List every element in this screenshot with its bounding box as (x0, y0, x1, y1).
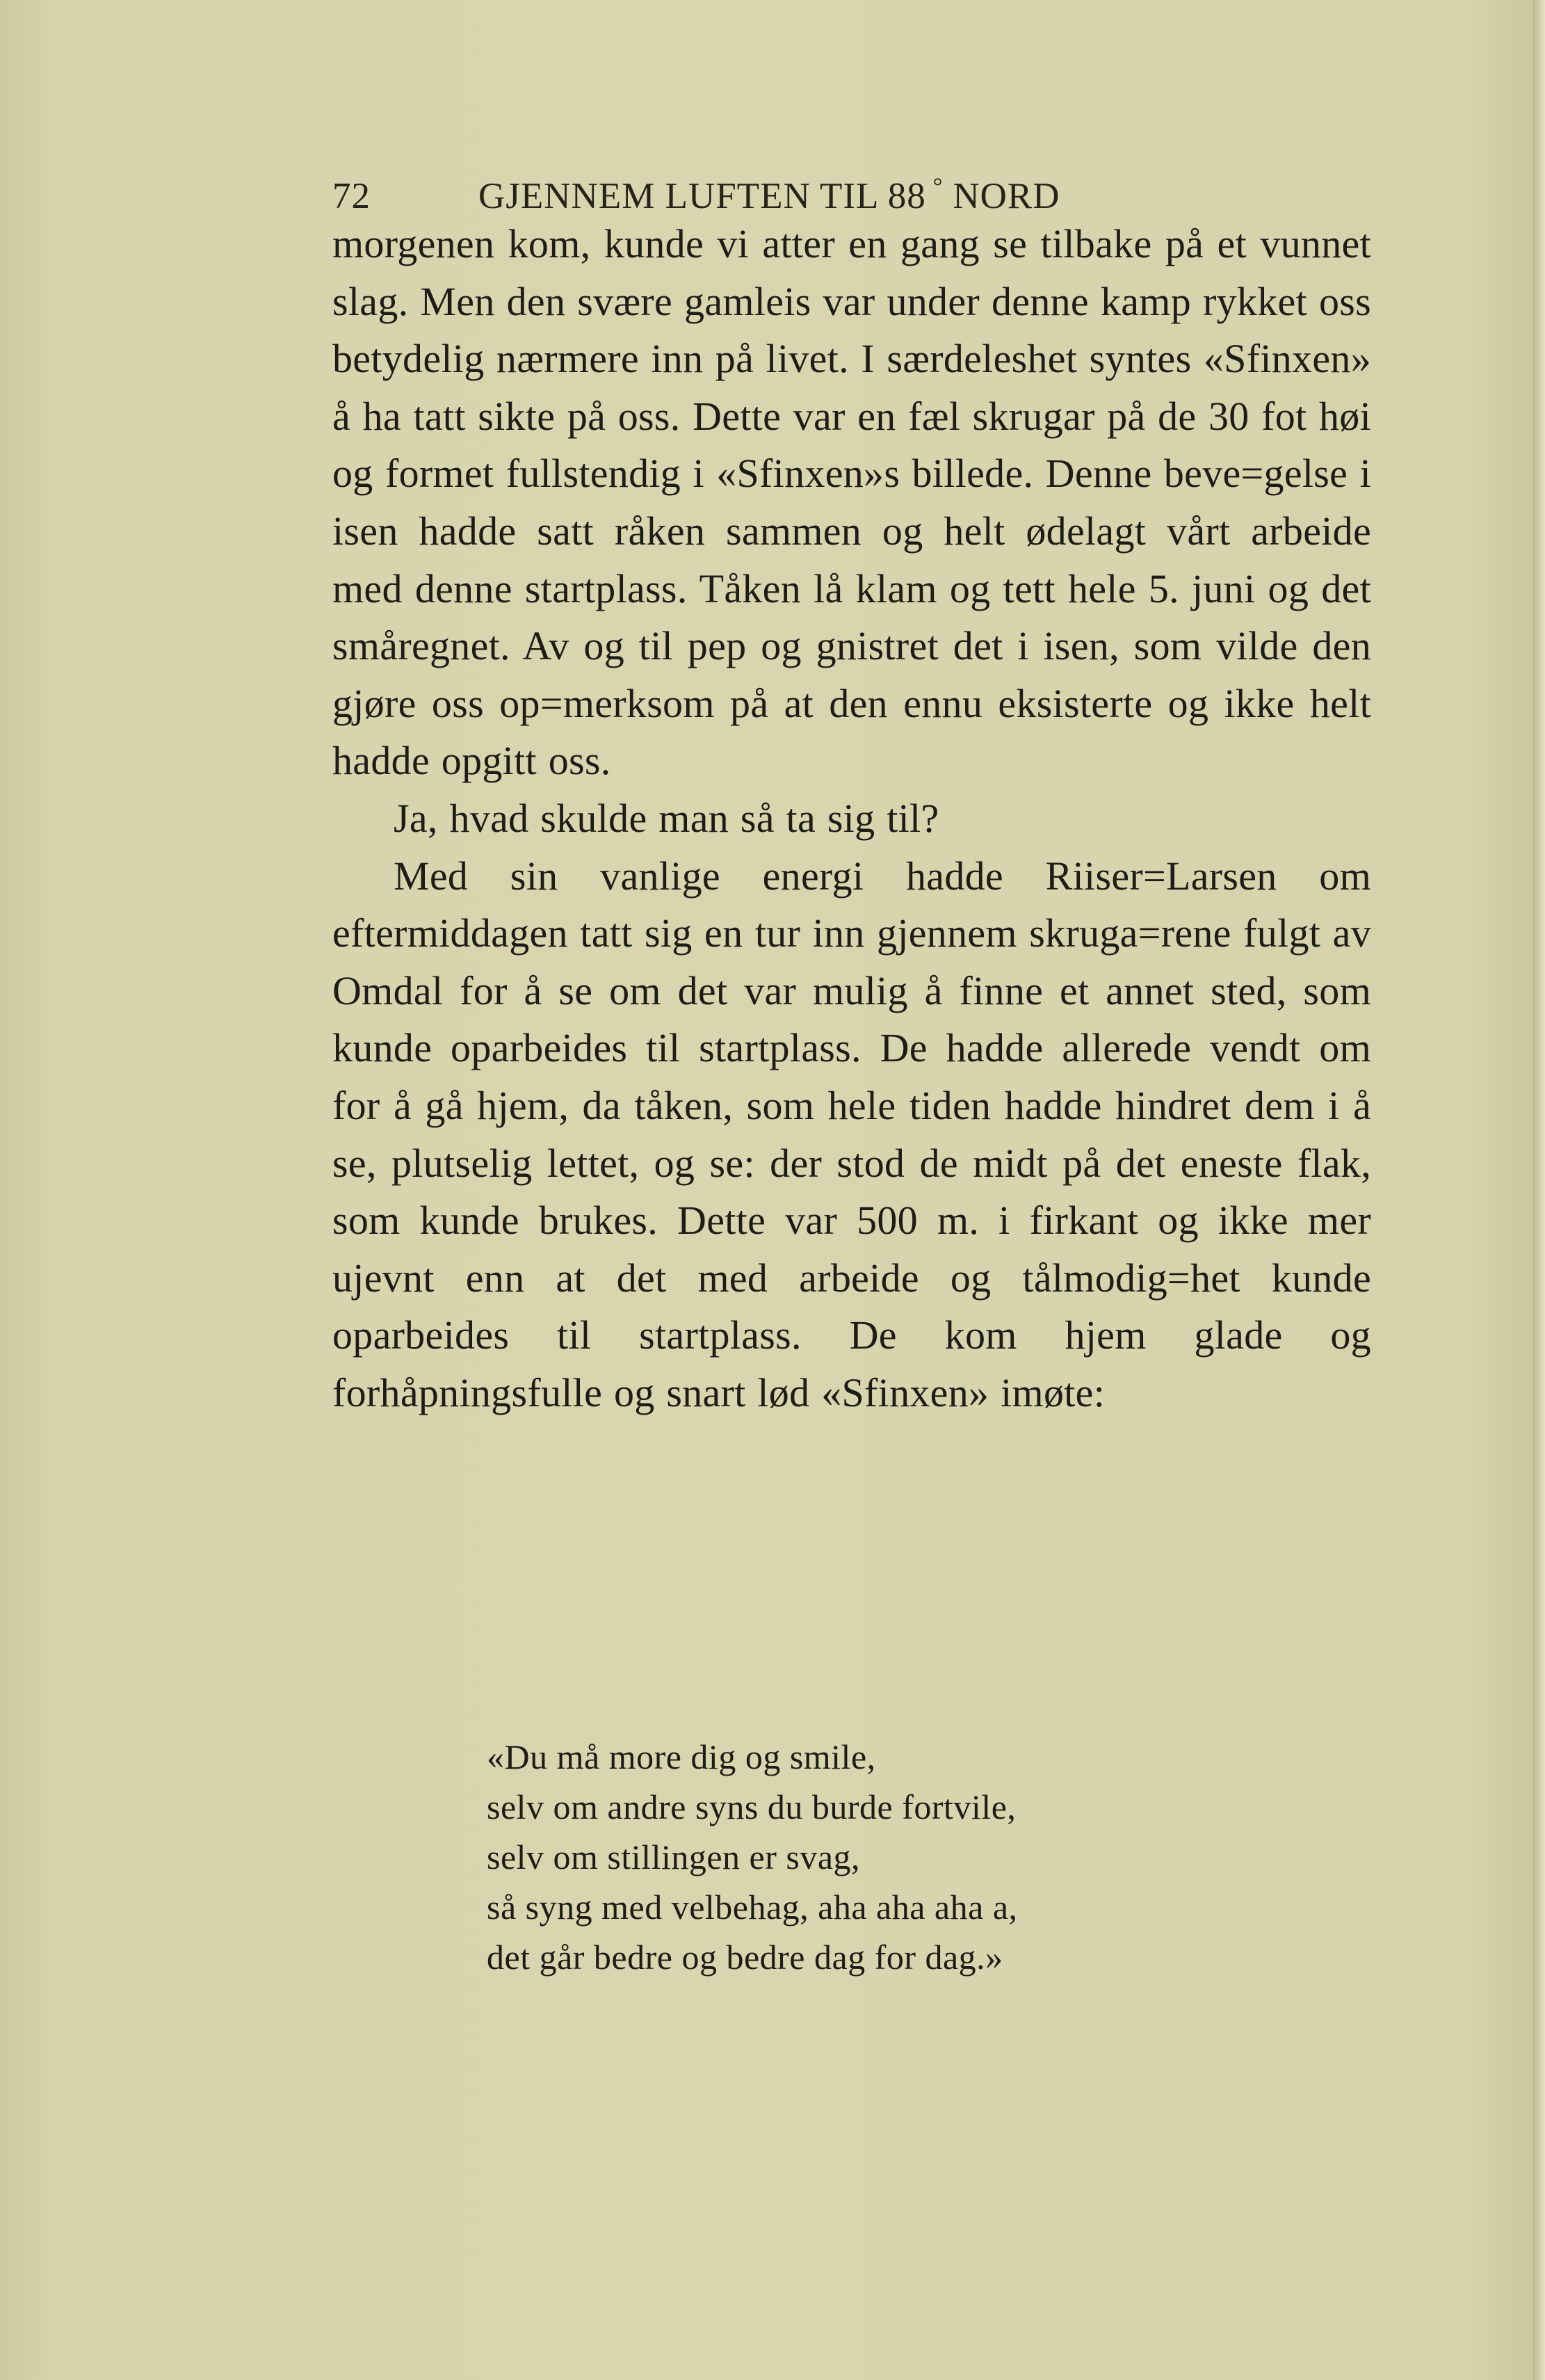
paragraph-3: Med sin vanlige energi hadde Riiser=Larsen om eftermiddagen tatt sig en tur inn gjennem skruga=rene fulgt av Omdal for å se om det var mulig å finne et annet sted, som kunde oparbeides til startplass. De hadde allerede vendt om for å gå hjem, da tåken, som hele tiden hadde hindret dem i å se, plutselig lettet, og se: der stod de midt på det eneste flak, som kunde brukes. Dette var 500 m. i firkant og ikke mer ujevnt enn at det med arbeide og tålmodig=het kunde oparbeides til startplass. De kom hjem glade og forhåpningsfulle og snart lød «Sfinxen» imøte: (332, 853, 1371, 1415)
poem-line: det går bedre og bedre dag for dag.» (487, 1938, 1003, 1977)
running-title-end: NORD (953, 176, 1060, 216)
poem-line: selv om stillingen er svag, (487, 1838, 861, 1876)
poem-line: så syng med velbehag, aha aha aha a, (487, 1888, 1018, 1927)
running-header (332, 159, 1371, 216)
text-block (332, 159, 1371, 1422)
page-number: 72 (332, 176, 371, 216)
poem-line: «Du må more dig og smile, (487, 1737, 876, 1776)
poem-quote (487, 1732, 1018, 1982)
paragraph-1: morgenen kom, kunde vi atter en gang se tilbake på et vunnet slag. Men den svære gamleis var under denne kamp rykket oss betydelig nærmere inn på livet. I særdeleshet syntes «Sfinxen» å ha tatt sikte på oss. Dette var en fæl skrugar på de 30 fot høi og formet fullstendig i «Sfinxen»s billede. Denne beve=gelse i isen hadde satt råken sammen og helt ødelagt vårt arbeide med denne startplass. Tåken lå klam og tett hele 5. juni og det småregnet. Av og til pep og gnistret det i isen, som vilde den gjøre oss op=merksom på at den ennu eksisterte og ikke helt hadde opgitt oss. (332, 221, 1371, 784)
degree-sign: ° (932, 174, 944, 200)
running-title-text: GJENNEM LUFTEN TIL 88 (478, 176, 926, 216)
page-edge (1533, 0, 1545, 2380)
body-text (332, 216, 1371, 1422)
running-title (478, 159, 1060, 225)
poem-line: selv om andre syns du burde fortvile, (487, 1787, 1017, 1826)
paragraph-2: Ja, hvad skulde man så ta sig til? (394, 795, 939, 841)
